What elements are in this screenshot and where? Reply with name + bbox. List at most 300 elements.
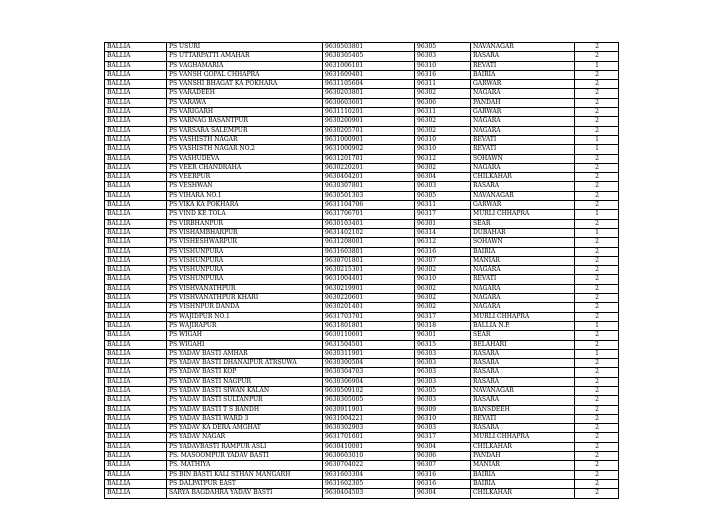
- code-cell: 9631000901: [323, 135, 415, 144]
- block-code-cell: 96305: [415, 386, 471, 395]
- block-name-cell: NAGARA: [471, 163, 575, 172]
- district-cell: BALLIA: [105, 470, 167, 479]
- block-code-cell: 96302: [415, 126, 471, 135]
- code-cell: 9631104706: [323, 201, 415, 210]
- district-cell: BALLIA: [105, 349, 167, 358]
- block-name-cell: NAVANAGAR: [471, 43, 575, 52]
- block-name-cell: NAVANAGAR: [471, 386, 575, 395]
- district-cell: BALLIA: [105, 135, 167, 144]
- block-name-cell: PANDAH: [471, 98, 575, 107]
- district-cell: BALLIA: [105, 312, 167, 321]
- count-cell: 2: [575, 433, 619, 442]
- block-code-cell: 96304: [415, 489, 471, 498]
- count-cell: 2: [575, 284, 619, 293]
- count-cell: 2: [575, 386, 619, 395]
- district-cell: BALLIA: [105, 173, 167, 182]
- polling-station-cell: PS VISHVANATHPUR: [167, 284, 323, 293]
- block-code-cell: 96316: [415, 479, 471, 488]
- district-cell: BALLIA: [105, 154, 167, 163]
- district-cell: BALLIA: [105, 396, 167, 405]
- block-name-cell: REVATI: [471, 61, 575, 70]
- polling-station-cell: PS VISHUNPURA: [167, 256, 323, 265]
- code-cell: 9630103401: [323, 219, 415, 228]
- table-row: [105, 108, 619, 117]
- table-row: [105, 368, 619, 377]
- polling-station-cell: PS VIRBHANPUR: [167, 219, 323, 228]
- block-name-cell: RASARA: [471, 182, 575, 191]
- block-code-cell: 96302: [415, 284, 471, 293]
- block-name-cell: GARWAR: [471, 201, 575, 210]
- polling-station-cell: PS VARAWA: [167, 98, 323, 107]
- polling-station-cell: PS YADAV BASTI AMHAR: [167, 349, 323, 358]
- count-cell: 2: [575, 340, 619, 349]
- block-code-cell: 96310: [415, 135, 471, 144]
- polling-station-cell: PS VARNAG BASANTPUR: [167, 117, 323, 126]
- count-cell: 2: [575, 275, 619, 284]
- block-code-cell: 96311: [415, 201, 471, 210]
- district-cell: BALLIA: [105, 247, 167, 256]
- table-row: [105, 433, 619, 442]
- block-name-cell: MANIAR: [471, 461, 575, 470]
- code-cell: 9630307801: [323, 182, 415, 191]
- polling-station-cell: PS WIGAHI: [167, 340, 323, 349]
- code-cell: 9630220201: [323, 163, 415, 172]
- block-name-cell: REVATI: [471, 135, 575, 144]
- code-cell: 9631609401: [323, 70, 415, 79]
- polling-station-cell: PS VIKA KA POKHARA: [167, 201, 323, 210]
- block-code-cell: 96310: [415, 61, 471, 70]
- code-cell: 9630215301: [323, 266, 415, 275]
- count-cell: 2: [575, 256, 619, 265]
- district-cell: BALLIA: [105, 386, 167, 395]
- block-code-cell: 96310: [415, 145, 471, 154]
- count-cell: 2: [575, 70, 619, 79]
- count-cell: 2: [575, 98, 619, 107]
- count-cell: 2: [575, 359, 619, 368]
- code-cell: 9630203801: [323, 89, 415, 98]
- count-cell: 2: [575, 154, 619, 163]
- table-row: [105, 163, 619, 172]
- count-cell: 1: [575, 349, 619, 358]
- table-row: [105, 303, 619, 312]
- block-name-cell: BAIRIA: [471, 479, 575, 488]
- block-name-cell: CHILKAHAR: [471, 173, 575, 182]
- code-cell: 9630200901: [323, 117, 415, 126]
- table-row: [105, 210, 619, 219]
- district-cell: BALLIA: [105, 368, 167, 377]
- block-code-cell: 96303: [415, 359, 471, 368]
- table-row: [105, 219, 619, 228]
- block-name-cell: NAGARA: [471, 294, 575, 303]
- table-row: [105, 442, 619, 451]
- block-name-cell: CHILKAHAR: [471, 489, 575, 498]
- code-cell: 9630305405: [323, 52, 415, 61]
- code-cell: 9630201401: [323, 303, 415, 312]
- table-row: [105, 452, 619, 461]
- block-code-cell: 96314: [415, 228, 471, 237]
- table-row: [105, 247, 619, 256]
- district-cell: BALLIA: [105, 210, 167, 219]
- table-row: [105, 349, 619, 358]
- table-body: [105, 43, 619, 499]
- block-name-cell: NAVANAGAR: [471, 191, 575, 200]
- district-cell: BALLIA: [105, 461, 167, 470]
- table-row: [105, 117, 619, 126]
- code-cell: 9630603010: [323, 452, 415, 461]
- block-name-cell: BAIRIA: [471, 470, 575, 479]
- district-cell: BALLIA: [105, 266, 167, 275]
- polling-station-cell: PS DALPATPUR EAST: [167, 479, 323, 488]
- table-row: [105, 294, 619, 303]
- block-name-cell: CHILKAHAR: [471, 442, 575, 451]
- polling-station-cell: PS VASHISTH NAGAR NO.2: [167, 145, 323, 154]
- count-cell: 1: [575, 135, 619, 144]
- table-row: [105, 396, 619, 405]
- code-cell: 9630205701: [323, 126, 415, 135]
- table-row: [105, 135, 619, 144]
- district-cell: BALLIA: [105, 108, 167, 117]
- count-cell: 2: [575, 377, 619, 386]
- block-name-cell: REVATI: [471, 145, 575, 154]
- polling-station-cell: PS YADAV BASTI DHANAIPUR ATRSUWA: [167, 359, 323, 368]
- block-code-cell: 96305: [415, 43, 471, 52]
- table-row: [105, 424, 619, 433]
- code-cell: 9631602305: [323, 479, 415, 488]
- block-code-cell: 96301: [415, 331, 471, 340]
- polling-station-cell: PS VESHWAN: [167, 182, 323, 191]
- district-cell: BALLIA: [105, 275, 167, 284]
- code-cell: 9630404201: [323, 173, 415, 182]
- district-cell: BALLIA: [105, 182, 167, 191]
- district-cell: BALLIA: [105, 52, 167, 61]
- block-code-cell: 96303: [415, 377, 471, 386]
- table-row: [105, 386, 619, 395]
- table-row: [105, 70, 619, 79]
- district-cell: BALLIA: [105, 340, 167, 349]
- table-row: [105, 377, 619, 386]
- district-cell: BALLIA: [105, 191, 167, 200]
- polling-station-cell: SARYA BAGDAHRA YADAV BASTI: [167, 489, 323, 498]
- district-cell: BALLIA: [105, 163, 167, 172]
- block-name-cell: RASARA: [471, 52, 575, 61]
- table-row: [105, 331, 619, 340]
- count-cell: 2: [575, 452, 619, 461]
- table-row: [105, 89, 619, 98]
- count-cell: 2: [575, 163, 619, 172]
- table-row: [105, 275, 619, 284]
- code-cell: 9630503801: [323, 43, 415, 52]
- block-name-cell: BANSDEEH: [471, 405, 575, 414]
- count-cell: 2: [575, 201, 619, 210]
- code-cell: 9631706701: [323, 210, 415, 219]
- block-code-cell: 96304: [415, 173, 471, 182]
- count-cell: 2: [575, 368, 619, 377]
- block-name-cell: RASARA: [471, 359, 575, 368]
- district-cell: BALLIA: [105, 489, 167, 498]
- block-name-cell: MURLI CHHAPRA: [471, 433, 575, 442]
- district-cell: BALLIA: [105, 238, 167, 247]
- polling-station-cell: PS YADAV BASTI T S BANDH: [167, 405, 323, 414]
- count-cell: 2: [575, 489, 619, 498]
- district-cell: BALLIA: [105, 424, 167, 433]
- polling-station-cell: PS YADAV NAGAR: [167, 433, 323, 442]
- block-code-cell: 96311: [415, 80, 471, 89]
- district-cell: BALLIA: [105, 452, 167, 461]
- block-code-cell: 96310: [415, 414, 471, 423]
- block-code-cell: 96303: [415, 368, 471, 377]
- block-name-cell: MURLI CHHAPRA: [471, 210, 575, 219]
- code-cell: 9630410001: [323, 442, 415, 451]
- count-cell: 2: [575, 424, 619, 433]
- code-cell: 9630305005: [323, 396, 415, 405]
- block-name-cell: SOHAWN: [471, 238, 575, 247]
- code-cell: 9631603801: [323, 247, 415, 256]
- block-code-cell: 96316: [415, 470, 471, 479]
- polling-station-cell: PS VISHUNPURA: [167, 275, 323, 284]
- count-cell: 2: [575, 80, 619, 89]
- count-cell: 2: [575, 247, 619, 256]
- table-row: [105, 340, 619, 349]
- block-code-cell: 96306: [415, 452, 471, 461]
- block-code-cell: 96302: [415, 303, 471, 312]
- polling-station-cell: PS YADAV BASTI NAGPUR: [167, 377, 323, 386]
- district-cell: BALLIA: [105, 321, 167, 330]
- table-row: [105, 256, 619, 265]
- district-cell: BALLIA: [105, 359, 167, 368]
- block-code-cell: 96317: [415, 312, 471, 321]
- polling-station-cell: PS VISHUNPURA: [167, 247, 323, 256]
- block-code-cell: 96306: [415, 98, 471, 107]
- document-page: [104, 42, 618, 499]
- code-cell: 9630509102: [323, 386, 415, 395]
- block-name-cell: DUBAHAR: [471, 228, 575, 237]
- count-cell: 2: [575, 479, 619, 488]
- polling-station-cell: PS VAGHAMARIA: [167, 61, 323, 70]
- code-cell: 9631703701: [323, 312, 415, 321]
- count-cell: 2: [575, 52, 619, 61]
- code-cell: 9631006101: [323, 61, 415, 70]
- block-name-cell: SEAR: [471, 219, 575, 228]
- count-cell: 2: [575, 414, 619, 423]
- polling-station-cell: PS WAJIDPUR NO.1: [167, 312, 323, 321]
- district-cell: BALLIA: [105, 331, 167, 340]
- table-row: [105, 126, 619, 135]
- code-cell: 9631701601: [323, 433, 415, 442]
- polling-station-cell: PS VARADEEH: [167, 89, 323, 98]
- code-cell: 9631801801: [323, 321, 415, 330]
- district-cell: BALLIA: [105, 228, 167, 237]
- table-row: [105, 284, 619, 293]
- code-cell: 9631208001: [323, 238, 415, 247]
- block-code-cell: 96302: [415, 266, 471, 275]
- district-cell: BALLIA: [105, 201, 167, 210]
- count-cell: 2: [575, 266, 619, 275]
- count-cell: 2: [575, 126, 619, 135]
- polling-station-cell: PS VIHARA NO.1: [167, 191, 323, 200]
- district-cell: BALLIA: [105, 126, 167, 135]
- polling-station-cell: PS VISHNPUR DANDA: [167, 303, 323, 312]
- district-cell: BALLIA: [105, 61, 167, 70]
- block-name-cell: REVATI: [471, 414, 575, 423]
- block-name-cell: NAGARA: [471, 303, 575, 312]
- table-row: [105, 238, 619, 247]
- district-cell: BALLIA: [105, 442, 167, 451]
- polling-station-cell: PS VASHISTH NAGAR: [167, 135, 323, 144]
- block-code-cell: 96302: [415, 89, 471, 98]
- code-cell: 9631004401: [323, 275, 415, 284]
- block-name-cell: RASARA: [471, 396, 575, 405]
- district-cell: BALLIA: [105, 377, 167, 386]
- count-cell: 1: [575, 210, 619, 219]
- block-code-cell: 96309: [415, 405, 471, 414]
- table-row: [105, 470, 619, 479]
- block-name-cell: RASARA: [471, 377, 575, 386]
- table-row: [105, 489, 619, 498]
- block-name-cell: MURLI CHHAPRA: [471, 312, 575, 321]
- code-cell: 9631000902: [323, 145, 415, 154]
- count-cell: 2: [575, 294, 619, 303]
- block-name-cell: MANIAR: [471, 256, 575, 265]
- district-cell: BALLIA: [105, 303, 167, 312]
- block-code-cell: 96303: [415, 182, 471, 191]
- code-cell: 9631201701: [323, 154, 415, 163]
- table-row: [105, 321, 619, 330]
- polling-station-cell: PS YADAVBASTI RAMPUR ASLI: [167, 442, 323, 451]
- polling-station-cell: PS YADAV BASTI SIWAN KALAN: [167, 386, 323, 395]
- polling-station-cell: PS VARIGARH: [167, 108, 323, 117]
- count-cell: 2: [575, 442, 619, 451]
- table-row: [105, 201, 619, 210]
- count-cell: 1: [575, 321, 619, 330]
- polling-station-cell: PS VASHUDEVA: [167, 154, 323, 163]
- code-cell: 9630404503: [323, 489, 415, 498]
- code-cell: 9631504501: [323, 340, 415, 349]
- table-row: [105, 405, 619, 414]
- polling-station-cell: PS. MASOOMPUR YADAV BASTI: [167, 452, 323, 461]
- block-code-cell: 96302: [415, 117, 471, 126]
- district-cell: BALLIA: [105, 414, 167, 423]
- block-code-cell: 96304: [415, 442, 471, 451]
- code-cell: 9630219901: [323, 284, 415, 293]
- table-row: [105, 266, 619, 275]
- code-cell: 9631402102: [323, 228, 415, 237]
- block-name-cell: SEAR: [471, 331, 575, 340]
- code-cell: 9631110201: [323, 108, 415, 117]
- block-code-cell: 96301: [415, 219, 471, 228]
- count-cell: 2: [575, 182, 619, 191]
- block-code-cell: 96318: [415, 321, 471, 330]
- count-cell: 1: [575, 61, 619, 70]
- table-row: [105, 479, 619, 488]
- block-name-cell: REVATI: [471, 275, 575, 284]
- count-cell: 2: [575, 238, 619, 247]
- count-cell: 2: [575, 108, 619, 117]
- block-code-cell: 96307: [415, 461, 471, 470]
- table-row: [105, 61, 619, 70]
- block-code-cell: 96307: [415, 256, 471, 265]
- district-cell: BALLIA: [105, 98, 167, 107]
- polling-station-cell: PS VEERPUR: [167, 173, 323, 182]
- code-cell: 9630704022: [323, 461, 415, 470]
- count-cell: 2: [575, 89, 619, 98]
- count-cell: 2: [575, 312, 619, 321]
- code-cell: 9630306904: [323, 377, 415, 386]
- district-cell: BALLIA: [105, 479, 167, 488]
- code-cell: 9631004221: [323, 414, 415, 423]
- block-code-cell: 96303: [415, 396, 471, 405]
- code-cell: 9630603601: [323, 98, 415, 107]
- polling-station-cell: PS VANSHI BHAGAT KA POKHARA: [167, 80, 323, 89]
- district-cell: BALLIA: [105, 80, 167, 89]
- table-row: [105, 182, 619, 191]
- block-name-cell: RASARA: [471, 349, 575, 358]
- block-name-cell: RASARA: [471, 368, 575, 377]
- code-cell: 9631603304: [323, 470, 415, 479]
- block-name-cell: RASARA: [471, 424, 575, 433]
- code-cell: 9630311901: [323, 349, 415, 358]
- table-row: [105, 173, 619, 182]
- block-code-cell: 96303: [415, 424, 471, 433]
- count-cell: 2: [575, 173, 619, 182]
- count-cell: 2: [575, 219, 619, 228]
- polling-station-cell: PS YADAV KA DERA AMGHAT: [167, 424, 323, 433]
- district-cell: BALLIA: [105, 43, 167, 52]
- polling-station-cell: PS VISHUNPURA: [167, 266, 323, 275]
- block-name-cell: BAIRIA: [471, 70, 575, 79]
- district-cell: BALLIA: [105, 70, 167, 79]
- polling-station-cell: PS VANSH GOPAL CHHAPRA: [167, 70, 323, 79]
- block-code-cell: 96305: [415, 191, 471, 200]
- count-cell: 1: [575, 228, 619, 237]
- district-cell: BALLIA: [105, 117, 167, 126]
- code-cell: 9630501303: [323, 191, 415, 200]
- district-cell: BALLIA: [105, 433, 167, 442]
- block-code-cell: 96310: [415, 275, 471, 284]
- block-code-cell: 96316: [415, 70, 471, 79]
- polling-station-cell: PS USURI: [167, 43, 323, 52]
- polling-station-cell: PS YADAV BASTI KOP: [167, 368, 323, 377]
- block-name-cell: GARWAR: [471, 108, 575, 117]
- block-code-cell: 96311: [415, 108, 471, 117]
- polling-station-table: [104, 42, 619, 499]
- block-name-cell: BAIRIA: [471, 247, 575, 256]
- code-cell: 9630911901: [323, 405, 415, 414]
- polling-station-cell: PS VISHAMBHARPUR: [167, 228, 323, 237]
- polling-station-cell: PS VIND KE TOLA: [167, 210, 323, 219]
- district-cell: BALLIA: [105, 219, 167, 228]
- polling-station-cell: PS BIN BASTI KALI STHAN MANGARH: [167, 470, 323, 479]
- code-cell: 9631105604: [323, 80, 415, 89]
- count-cell: 2: [575, 331, 619, 340]
- block-name-cell: SOHAWN: [471, 154, 575, 163]
- block-name-cell: PANDAH: [471, 452, 575, 461]
- block-name-cell: NAGARA: [471, 117, 575, 126]
- table-row: [105, 154, 619, 163]
- block-name-cell: NAGARA: [471, 126, 575, 135]
- block-code-cell: 96303: [415, 52, 471, 61]
- block-name-cell: NAGARA: [471, 284, 575, 293]
- block-code-cell: 96317: [415, 210, 471, 219]
- code-cell: 9630304703: [323, 368, 415, 377]
- block-code-cell: 96302: [415, 163, 471, 172]
- count-cell: 2: [575, 470, 619, 479]
- block-code-cell: 96312: [415, 154, 471, 163]
- table-row: [105, 461, 619, 470]
- table-row: [105, 52, 619, 61]
- district-cell: BALLIA: [105, 256, 167, 265]
- table-row: [105, 80, 619, 89]
- block-code-cell: 96302: [415, 294, 471, 303]
